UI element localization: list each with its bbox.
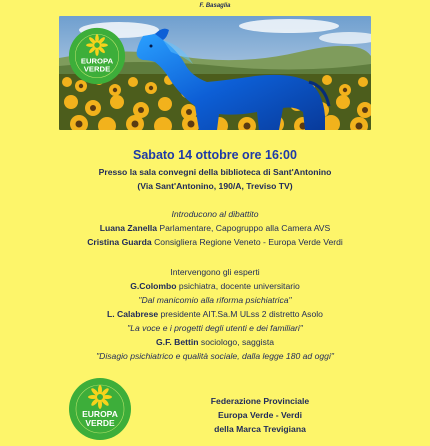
expert-item: [0, 337, 430, 347]
svg-text:VERDE: VERDE: [83, 64, 111, 74]
svg-text:VERDE: VERDE: [85, 418, 115, 428]
expert-name: L. Calabrese: [107, 309, 159, 319]
speaker-role: Parlamentare, Capogruppo alla Camera AVS: [159, 223, 331, 233]
expert-role: presidente AIT.Sa.M ULss 2 distretto Asolo: [160, 309, 323, 319]
speaker-name: Luana Zanella: [99, 223, 158, 233]
speaker-role: Consigliera Regione Veneto - Europa Verde Verdi: [154, 237, 343, 247]
expert-name: G.Colombo: [130, 281, 177, 291]
expert-role: sociologo, saggista: [200, 337, 274, 347]
europa-verde-logo: [68, 27, 126, 85]
organizer-line: della Marca Trevigiana: [214, 424, 306, 434]
expert-talk-title: "Disagio psichiatrico e qualità sociale, dalla legge 180 ad oggi": [96, 351, 334, 361]
author-quote-signature: F. Basaglia: [199, 3, 231, 9]
intro-speaker: [0, 237, 430, 247]
expert-talk-title: "La voce e i progetti degli utenti e dei familiari": [127, 323, 303, 333]
expert-talk-title: "Dal manicomio alla riforma psichiatrica": [138, 295, 292, 305]
svg-text:EUROPA: EUROPA: [82, 409, 118, 419]
event-venue: Presso la sala convegni della biblioteca di Sant'Antonino: [98, 167, 332, 177]
organizer-line: Federazione Provinciale: [210, 396, 310, 406]
event-address: (Via Sant'Antonino, 190/A, Treviso TV): [137, 181, 293, 191]
expert-role: psichiatra, docente universitario: [178, 281, 300, 291]
organizer-line: Europa Verde - Verdi: [217, 410, 303, 420]
event-datetime: Sabato 14 ottobre ore 16:00: [133, 148, 297, 162]
europa-verde-logo: [68, 377, 132, 441]
svg-text:EUROPA: EUROPA: [80, 56, 114, 66]
experts-heading: Intervengono gli esperti: [170, 267, 260, 277]
intro-heading: Introducono al dibattito: [171, 209, 259, 219]
speaker-name: Cristina Guarda: [87, 237, 152, 247]
intro-speaker: [0, 223, 430, 233]
expert-item: [0, 309, 430, 319]
expert-item: [0, 281, 430, 291]
expert-name: G.F. Bettin: [156, 337, 199, 347]
